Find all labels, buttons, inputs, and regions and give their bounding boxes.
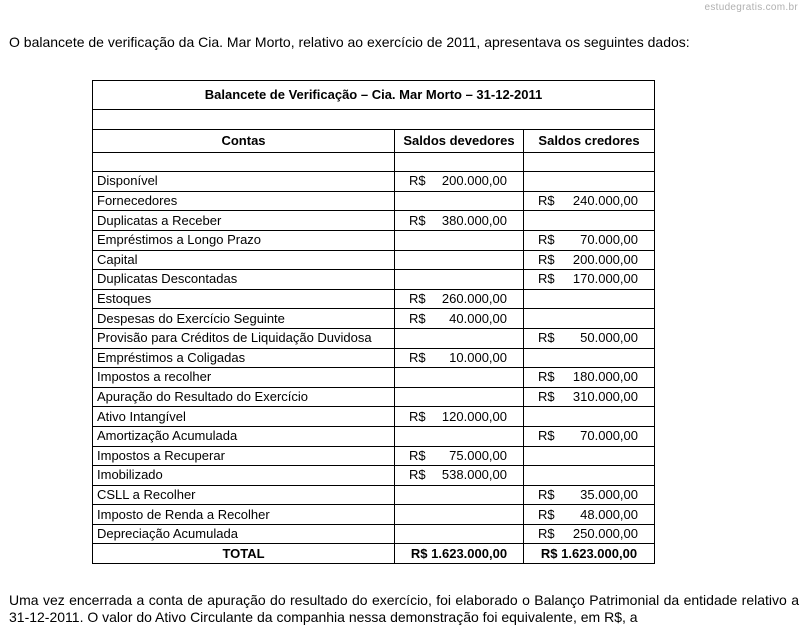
account-name: Provisão para Créditos de Liquidação Duvidosa	[93, 328, 395, 348]
currency-symbol: R$	[409, 291, 426, 307]
debit-amount-cell	[395, 524, 524, 544]
debit-amount: 40.000,00	[449, 310, 507, 326]
credit-amount-cell	[524, 289, 655, 309]
intro-text: O balancete de verificação da Cia. Mar Morto, relativo ao exercício de 2011, apresentava os seguintes dados:	[9, 34, 690, 50]
account-name: Estoques	[93, 289, 395, 309]
account-name: Impostos a Recuperar	[93, 446, 395, 466]
table-row	[93, 172, 655, 192]
credit-amount: 50.000,00	[580, 330, 638, 346]
account-name: Apuração do Resultado do Exercício	[93, 387, 395, 407]
debit-amount-cell	[395, 250, 524, 270]
credit-amount-cell	[524, 505, 655, 525]
account-name: Disponível	[93, 172, 395, 192]
currency-symbol: R$	[409, 408, 426, 424]
currency-symbol: R$	[538, 369, 555, 385]
debit-amount: 260.000,00	[441, 291, 507, 307]
credit-amount-cell	[524, 446, 655, 466]
credit-amount-cell	[524, 485, 655, 505]
credit-amount-cell	[524, 387, 655, 407]
spacer-row	[93, 152, 655, 172]
credit-amount: 35.000,00	[580, 486, 638, 502]
currency-symbol: R$	[538, 330, 555, 346]
table-title: Balancete de Verificação – Cia. Mar Morto – 31-12-2011	[93, 81, 655, 110]
debit-amount-cell	[395, 191, 524, 211]
debit-amount-cell	[395, 309, 524, 329]
table-row	[93, 309, 655, 329]
credit-amount-cell	[524, 172, 655, 192]
credit-amount: 70.000,00	[580, 428, 638, 444]
credit-amount: 180.000,00	[572, 369, 638, 385]
credit-amount-cell	[524, 524, 655, 544]
credit-amount-cell	[524, 348, 655, 368]
account-name: Impostos a recolher	[93, 368, 395, 388]
credit-amount-cell	[524, 250, 655, 270]
debit-amount: 120.000,00	[441, 408, 507, 424]
header-debit: Saldos devedores	[395, 129, 524, 152]
account-name: Despesas do Exercício Seguinte	[93, 309, 395, 329]
debit-amount: 10.000,00	[449, 349, 507, 365]
credit-amount: 200.000,00	[572, 251, 638, 267]
debit-amount-cell	[395, 407, 524, 427]
account-name: Duplicatas a Receber	[93, 211, 395, 231]
currency-symbol: R$	[409, 447, 426, 463]
table-row	[93, 466, 655, 486]
table-row	[93, 211, 655, 231]
currency-symbol: R$	[409, 173, 426, 189]
table-row	[93, 387, 655, 407]
currency-symbol: R$	[538, 389, 555, 405]
table-row	[93, 485, 655, 505]
currency-symbol: R$	[538, 232, 555, 248]
currency-symbol: R$	[538, 193, 555, 209]
credit-amount-cell	[524, 407, 655, 427]
table-header-row	[93, 129, 655, 152]
currency-symbol: R$	[538, 271, 555, 287]
credit-amount-cell	[524, 211, 655, 231]
currency-symbol: R$	[538, 486, 555, 502]
credit-amount-cell	[524, 328, 655, 348]
currency-symbol: R$	[409, 349, 426, 365]
credit-amount-cell	[524, 368, 655, 388]
table-row	[93, 289, 655, 309]
credit-amount-cell	[524, 466, 655, 486]
debit-amount-cell	[395, 230, 524, 250]
account-name: Capital	[93, 250, 395, 270]
total-credit: R$ 1.623.000,00	[524, 544, 655, 564]
debit-amount-cell	[395, 328, 524, 348]
table-row	[93, 250, 655, 270]
debit-amount-cell	[395, 211, 524, 231]
debit-amount: 200.000,00	[441, 173, 507, 189]
debit-amount-cell	[395, 505, 524, 525]
currency-symbol: R$	[538, 251, 555, 267]
debit-amount-cell	[395, 172, 524, 192]
table-row	[93, 348, 655, 368]
credit-amount-cell	[524, 309, 655, 329]
credit-amount-cell	[524, 191, 655, 211]
currency-symbol: R$	[409, 310, 426, 326]
header-credit: Saldos credores	[524, 129, 655, 152]
debit-amount-cell	[395, 426, 524, 446]
debit-amount-cell	[395, 387, 524, 407]
currency-symbol: R$	[409, 467, 426, 483]
currency-symbol: R$	[538, 526, 555, 542]
spacer-row	[93, 110, 655, 130]
credit-amount: 48.000,00	[580, 506, 638, 522]
debit-amount-cell	[395, 466, 524, 486]
account-name: Depreciação Acumulada	[93, 524, 395, 544]
debit-amount: 380.000,00	[441, 212, 507, 228]
table-row	[93, 191, 655, 211]
table-row	[93, 524, 655, 544]
debit-amount-cell	[395, 289, 524, 309]
trial-balance-table	[92, 80, 655, 564]
table-row	[93, 426, 655, 446]
table-row	[93, 230, 655, 250]
account-name: Imposto de Renda a Recolher	[93, 505, 395, 525]
credit-amount: 170.000,00	[572, 271, 638, 287]
debit-amount-cell	[395, 270, 524, 290]
table-row	[93, 368, 655, 388]
table-row	[93, 328, 655, 348]
credit-amount-cell	[524, 270, 655, 290]
currency-symbol: R$	[538, 506, 555, 522]
header-account: Contas	[93, 129, 395, 152]
debit-amount: 75.000,00	[449, 447, 507, 463]
debit-amount-cell	[395, 348, 524, 368]
account-name: Imobilizado	[93, 466, 395, 486]
question-text: Uma vez encerrada a conta de apuração do resultado do exercício, foi elaborado o Balanço Patrimonial da entidade relativo a 31-12-2011. O valor do Ativo Circulante da companhia nessa demonstração foi equivalente, em R$, a	[9, 592, 799, 625]
account-name: Ativo Intangível	[93, 407, 395, 427]
table-row	[93, 505, 655, 525]
debit-amount: 538.000,00	[441, 467, 507, 483]
account-name: Empréstimos a Coligadas	[93, 348, 395, 368]
credit-amount: 310.000,00	[572, 389, 638, 405]
account-name: Empréstimos a Longo Prazo	[93, 230, 395, 250]
currency-symbol: R$	[409, 212, 426, 228]
table-row	[93, 446, 655, 466]
credit-amount-cell	[524, 426, 655, 446]
total-debit: R$ 1.623.000,00	[395, 544, 524, 564]
currency-symbol: R$	[538, 428, 555, 444]
credit-amount: 70.000,00	[580, 232, 638, 248]
account-name: Duplicatas Descontadas	[93, 270, 395, 290]
table-row	[93, 270, 655, 290]
account-name: CSLL a Recolher	[93, 485, 395, 505]
credit-amount: 250.000,00	[572, 526, 638, 542]
table-row	[93, 407, 655, 427]
site-watermark: estudegratis.com.br	[704, 2, 798, 13]
credit-amount-cell	[524, 230, 655, 250]
table-title-row	[93, 81, 655, 110]
total-label: TOTAL	[93, 544, 395, 564]
debit-amount-cell	[395, 446, 524, 466]
total-row	[93, 544, 655, 564]
debit-amount-cell	[395, 368, 524, 388]
credit-amount: 240.000,00	[572, 193, 638, 209]
debit-amount-cell	[395, 485, 524, 505]
account-name: Amortização Acumulada	[93, 426, 395, 446]
account-name: Fornecedores	[93, 191, 395, 211]
